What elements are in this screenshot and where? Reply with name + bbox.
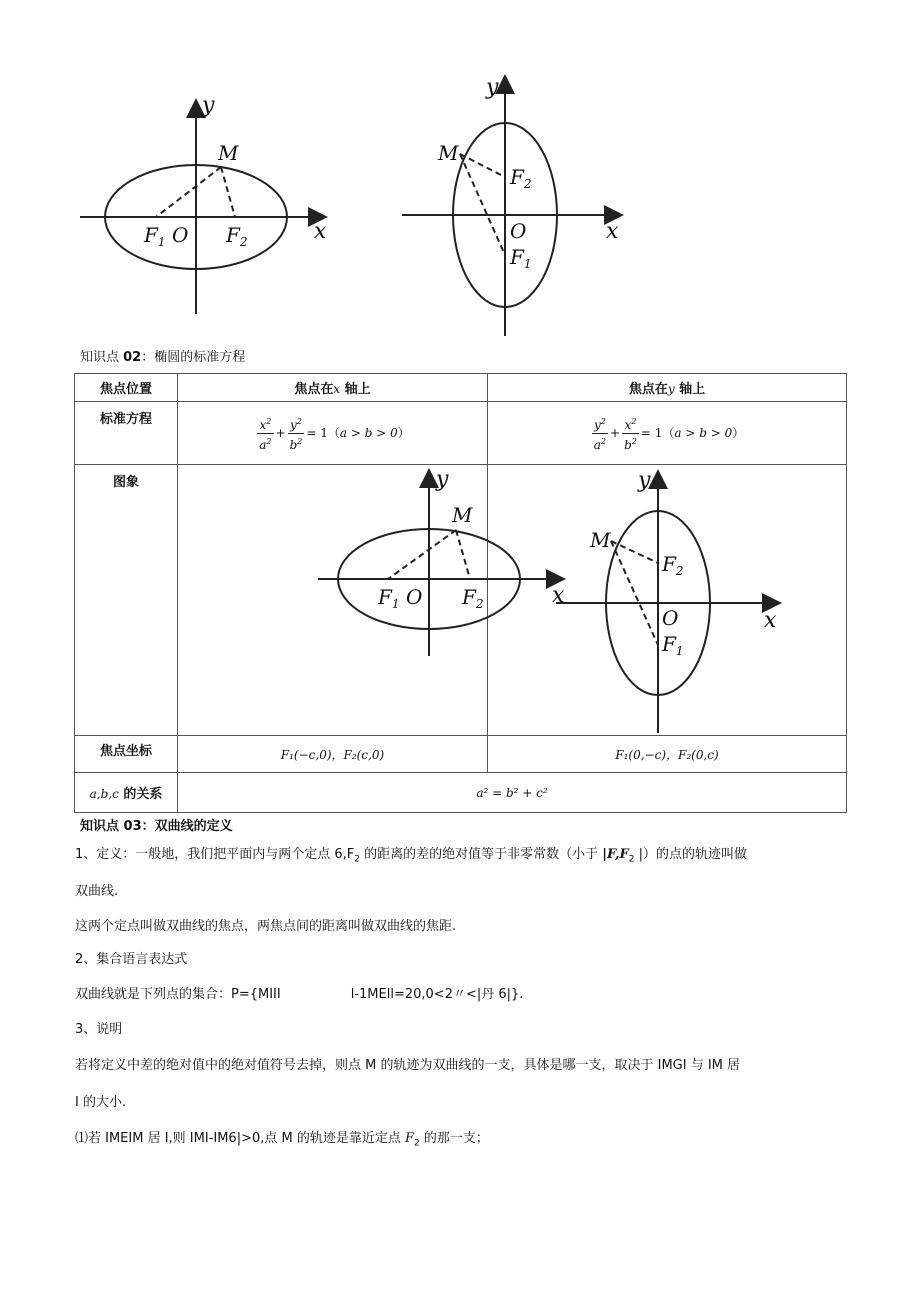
explanation-line-1: 若将定义中差的绝对值中的绝对值符号去掉，则点 M 的轨迹为双曲线的一支，具体是哪一支，取决于 IMGI 与 IM 居 (75, 1058, 741, 1073)
label-m: M (590, 528, 611, 552)
table-row-relation (75, 773, 847, 813)
dashed-mf2 (221, 167, 235, 217)
abc-relation: a² = b² + c² (178, 773, 847, 813)
label-y: y (486, 75, 499, 100)
header-focus-position: 焦点位置 (75, 374, 178, 402)
section-03-title: 知识点 03：双曲线的定义 (80, 819, 233, 834)
label-m: M (452, 503, 473, 527)
equation-y-focus: $\frac{y^2}{a^2}$ + $\frac{x^2}{b^2}$ = 1（a > b > 0） (488, 402, 847, 465)
case-1-line: ⑴若 IMEIM 居 I,则 IMI-IM6|>0,点 M 的轨迹是靠近定点 $F_2$ 的那一支； (75, 1131, 489, 1149)
label-o: O (662, 606, 679, 630)
label-f2: $F_2$ (226, 223, 248, 249)
table-row-header (75, 374, 847, 402)
table-row-equation (75, 402, 847, 465)
definition-line-1: 1、定义：一般地，我们把平面内与两个定点 $6,F_2$ 的距离的差的绝对值等于非零常数（小于 $|F,F_2$ |）的点的轨迹叫做 (75, 847, 747, 865)
dashed-mf1 (611, 541, 658, 645)
section-02-title: 知识点 02：椭圆的标准方程 (80, 350, 246, 365)
label-graph: 图象 (75, 465, 178, 736)
table-ellipse-y-figure (554, 465, 790, 735)
focus-definition: 这两个定点叫做双曲线的焦点，两焦点间的距离叫做双曲线的焦距. (75, 919, 457, 934)
label-y: y (436, 468, 449, 492)
set-language-heading: 2、集合语言表达式 (75, 952, 188, 967)
dashed-mf2 (456, 530, 470, 579)
definition-line-2: 双曲线. (75, 884, 119, 899)
label-x: x (606, 219, 619, 244)
graph-y-focus-cell (488, 465, 847, 736)
label-x: x (314, 219, 327, 244)
foci-y-focus: F₁(0,−c)，F₂(0,c) (488, 736, 847, 773)
label-f2: $F_2$ (462, 585, 484, 611)
explanation-heading: 3、说明 (75, 1022, 123, 1037)
label-standard-equation: 标准方程 (75, 402, 178, 465)
ellipse-standard-equation-table (74, 373, 847, 813)
dashed-mf2 (460, 154, 505, 177)
label-f1: $F_1$ (510, 245, 532, 271)
equation-x-focus: $\frac{x^2}{a^2}$ + $\frac{y^2}{b^2}$ = 1（a > b > 0） (178, 402, 488, 465)
label-o: O (172, 223, 189, 247)
label-y: y (202, 93, 215, 118)
label-o: O (406, 585, 423, 609)
dashed-mf1 (460, 154, 505, 255)
label-f2: $F_2$ (510, 165, 532, 191)
top-ellipse-y-figure (400, 72, 632, 340)
foci-x-focus: F₁(−c,0)，F₂(c,0) (178, 736, 488, 773)
label-abc-relation: a,b,c 的关系 (75, 773, 178, 813)
table-row-graph (75, 465, 847, 736)
table-row-foci (75, 736, 847, 773)
label-m: M (218, 141, 239, 165)
explanation-line-2: I 的大小. (75, 1095, 127, 1110)
label-f1: $F_1$ (144, 223, 166, 249)
header-focus-on-y: 焦点在y 轴上 (488, 374, 847, 402)
label-f2: $F_2$ (662, 552, 684, 578)
header-focus-on-x: 焦点在x 轴上 (178, 374, 488, 402)
label-x: x (552, 583, 565, 608)
graph-x-focus-cell (178, 465, 565, 736)
label-y: y (638, 468, 651, 493)
top-ellipse-x-figure (78, 92, 340, 318)
label-f1: $F_1$ (662, 632, 684, 658)
label-x: x (764, 608, 777, 633)
dashed-mf1 (156, 167, 221, 217)
dashed-mf1 (388, 530, 456, 579)
set-expression: 双曲线就是下列点的集合：P={MIII l-1MEll=20,0<2〃<|丹 6|}. (75, 987, 524, 1002)
label-f1: $F_1$ (378, 585, 400, 611)
label-m: M (438, 141, 459, 165)
label-o: O (510, 219, 527, 243)
label-foci-coordinates: 焦点坐标 (75, 736, 178, 773)
